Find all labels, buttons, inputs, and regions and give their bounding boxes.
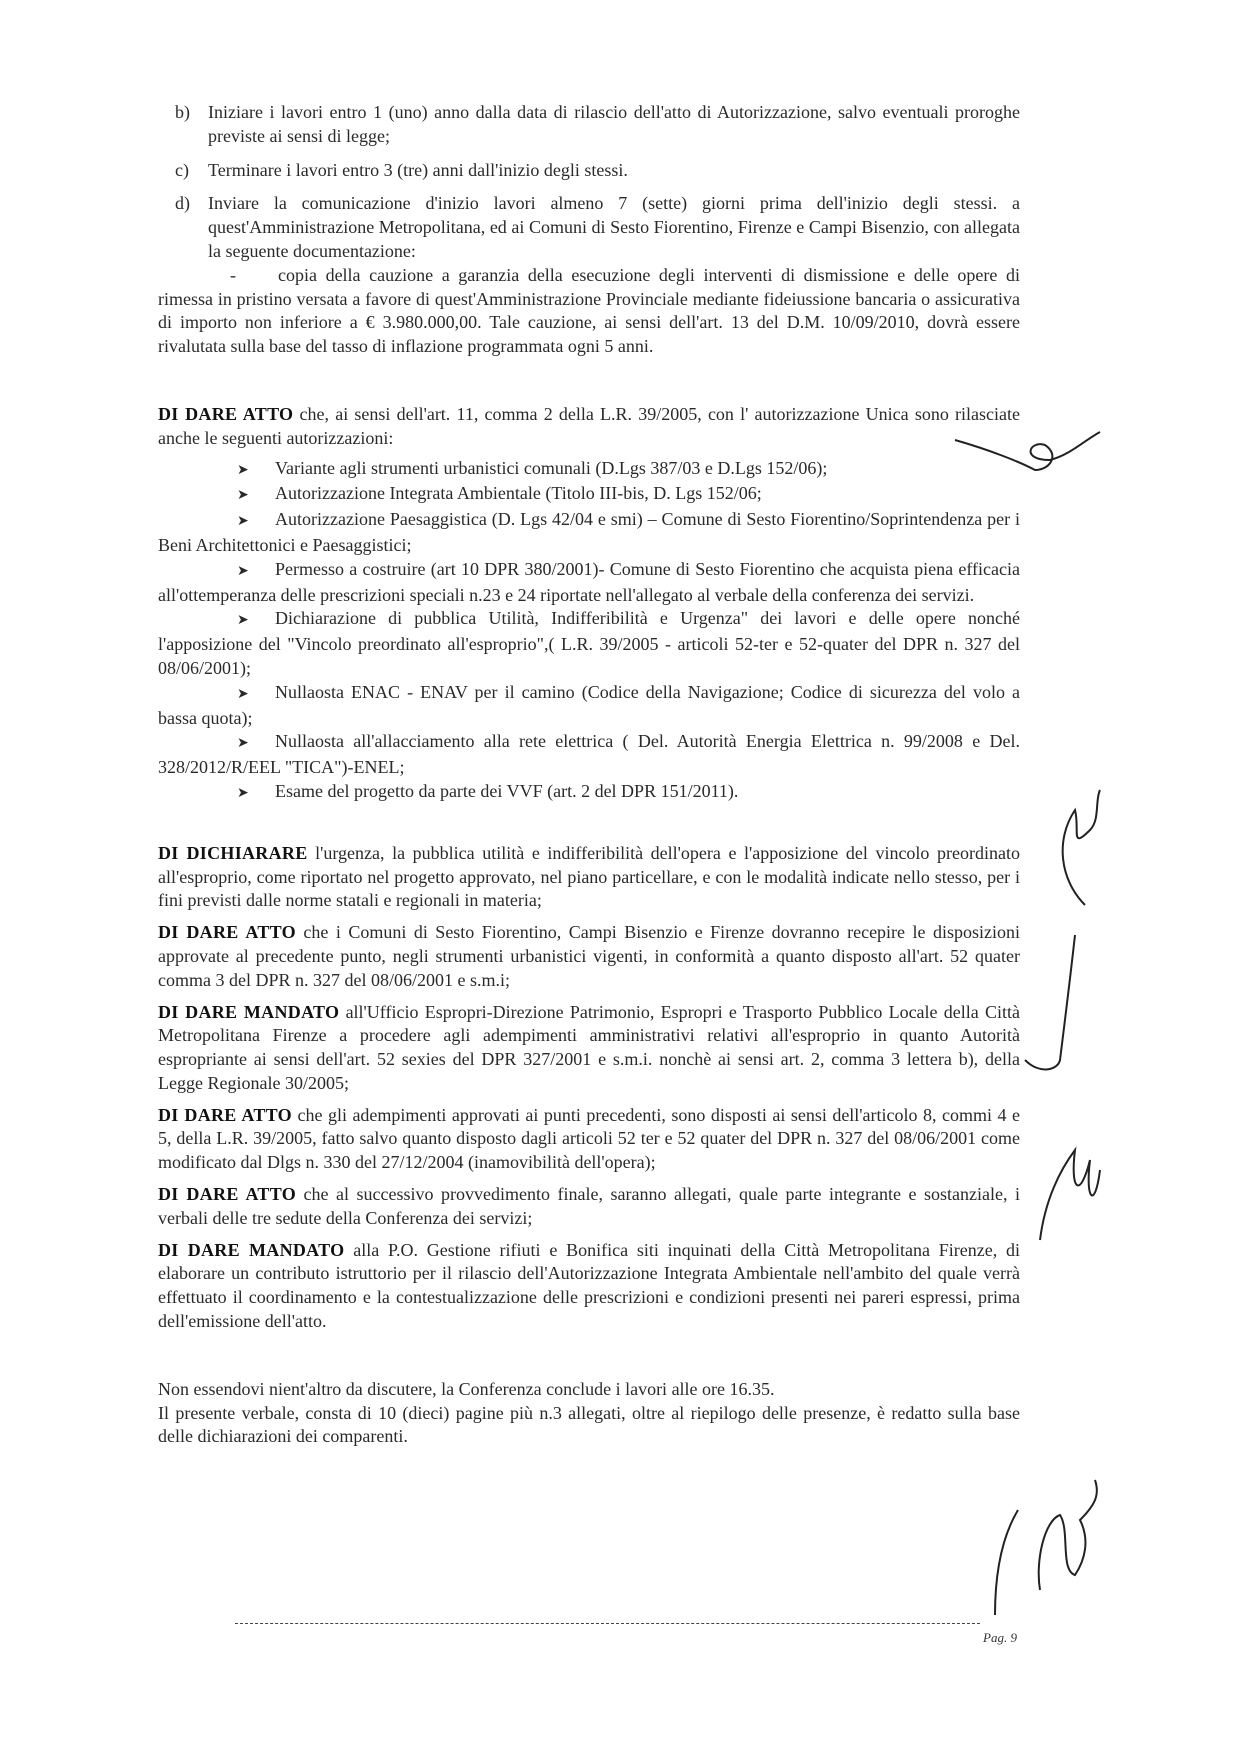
bullet-text: Autorizzazione Integrata Ambientale (Titolo III-bis, D. Lgs 152/06;	[275, 483, 762, 504]
item-text: Iniziare i lavori entro 1 (uno) anno dalla data di rilascio dell'atto di Autorizzazione, salvo eventuali proroghe previste ai sensi di legge;	[208, 102, 1020, 146]
resolution-paragraph	[158, 1104, 1020, 1175]
page-number: Pag. 9	[983, 1630, 1017, 1645]
list-item	[158, 681, 1020, 731]
arrow-bullet-icon: ➤	[237, 563, 249, 579]
list-item	[158, 780, 1020, 806]
paragraph-lead: DI DARE ATTO	[158, 403, 294, 424]
arrow-bullet-icon: ➤	[237, 613, 249, 629]
signature-5	[995, 1510, 1018, 1615]
bullet-text: Nullaosta ENAC - ENAV per il camino (Codice della Navigazione; Codice di sicurezza del volo a bassa quota);	[158, 681, 1020, 728]
resolution-paragraph	[158, 1001, 1020, 1096]
item-label: d)	[175, 193, 190, 214]
signature-6	[1039, 1480, 1097, 1590]
resolution-paragraph	[158, 842, 1020, 913]
dash-text: copia della cauzione a garanzia della esecuzione degli interventi di dismissione e delle opere di rimessa in pristino versata a favore di quest'Amministrazione Provinciale mediante fideiussione bancaria o assicurativa di importo non inferiore a € 3.980.000,00. Tale cauzione, ai sensi dell'art. 13 del D.M. 10/09/2010, dovrà essere rivalutata sulla base del tasso di inflazione programmata ogni 5 anni.	[158, 264, 1020, 357]
paragraph-text: che i Comuni di Sesto Fiorentino, Campi Bisenzio e Firenze dovranno recepire le disposizioni approvate al precedente punto, negli strumenti urbanistici vigenti, in conformità a quanto disposto all'art. 52 quater comma 3 del DPR n. 327 del 08/06/2001 e s.m.i;	[158, 922, 1020, 990]
paragraph-lead: DI DICHIARARE	[158, 842, 308, 863]
paragraph-dare-atto-1	[158, 403, 1020, 451]
authorization-list	[158, 457, 1020, 806]
document-body	[158, 101, 1020, 1449]
paragraph-text: alla P.O. Gestione rifiuti e Bonifica siti inquinati della Città Metropolitana Firenze, di elaborare un contributo istruttorio per il rilascio dell'Autorizzazione Integrata Ambientale nell'ambito del quale verrà effettuato il coordinamento e la contestualizzazione delle prescrizioni e condizioni presenti nei pareri espressi, prima dell'emissione dell'atto.	[158, 1239, 1020, 1332]
arrow-bullet-icon: ➤	[237, 785, 249, 801]
list-item	[158, 482, 1020, 508]
resolution-paragraph	[158, 921, 1020, 992]
closing-line-2: Il presente verbale, consta di 10 (dieci) pagine più n.3 allegati, oltre al riepilogo delle presenze, è redatto sulla base delle dichiarazioni dei comparenti.	[158, 1402, 1020, 1447]
bullet-text: Autorizzazione Paesaggistica (D. Lgs 42/04 e smi) – Comune di Sesto Fiorentino/Soprintendenza per i Beni Architettonici e Paesaggistici;	[158, 509, 1020, 555]
bullet-text: Permesso a costruire (art 10 DPR 380/2001)- Comune di Sesto Fiorentino che acquista piena efficacia all'ottemperanza delle prescrizioni speciali n.23 e 24 riportate nell'allegato al verbale della conferenza dei servizi.	[158, 558, 1020, 605]
paragraph-lead: DI DARE ATTO	[158, 922, 296, 943]
dash-marker: -	[230, 264, 236, 285]
paragraph-lead: DI DARE ATTO	[158, 1104, 292, 1125]
arrow-bullet-icon: ➤	[237, 488, 249, 504]
arrow-bullet-icon: ➤	[237, 514, 249, 530]
footer-divider	[235, 1623, 980, 1624]
paragraph-lead: DI DARE MANDATO	[158, 1239, 345, 1260]
bullet-text: Dichiarazione di pubblica Utilità, Indifferibilità e Urgenza" dei lavori e delle opere nonché l'apposizione del "Vincolo preordinato all'esproprio",( L.R. 39/2005 - articoli 52-ter e 52-quater del DPR n. 327 del 08/06/2001);	[158, 608, 1020, 678]
list-item	[158, 508, 1020, 558]
resolution-paragraph	[158, 1183, 1020, 1231]
item-text: Inviare la comunicazione d'inizio lavori almeno 7 (sette) giorni prima dell'inizio degli stessi. a quest'Amministrazione Metropolitana, ed ai Comuni di Sesto Fiorentino, Firenze e Campi Bisenzio, con allegata la seguente documentazione:	[208, 193, 1020, 261]
signature-3	[1025, 935, 1075, 1069]
resolutions	[158, 842, 1020, 1334]
paragraph-lead: DI DARE ATTO	[158, 1184, 297, 1205]
list-item-d	[158, 192, 1020, 263]
bullet-text: Nullaosta all'allacciamento alla rete elettrica ( Del. Autorità Energia Elettrica n. 99/2008 e Del. 328/2012/R/EEL "TICA")-ENEL;	[158, 731, 1020, 778]
paragraph-lead: DI DARE MANDATO	[158, 1001, 340, 1022]
closing-line-1: Non essendovi nient'altro da discutere, la Conferenza conclude i lavori alle ore 16.35.	[158, 1378, 775, 1399]
list-item-c	[158, 159, 1020, 183]
arrow-bullet-icon: ➤	[237, 686, 249, 702]
signature-2	[1063, 790, 1100, 905]
list-item-b	[158, 101, 1020, 149]
paragraph-text: all'Ufficio Espropri-Direzione Patrimonio, Espropri e Trasporto Pubblico Locale della Città Metropolitana Firenze a procedere agli adempimenti amministrativi relativi all'esproprio in quanto Autorità espropriante ai sensi dell'art. 52 sexies del DPR 327/2001 e s.m.i. nonchè ai sensi art. 2, comma 3 lettera b), della Legge Regionale 30/2005;	[158, 1001, 1020, 1093]
item-label: c)	[175, 159, 189, 180]
paragraph-text: che gli adempimenti approvati ai punti precedenti, sono disposti ai sensi dell'articolo 8, commi 4 e 5, della L.R. 39/2005, fatto salvo quanto disposto dagli articoli 52 ter e 52 quater del DPR n. 327 del 08/06/2001 come modificato dal Dlgs n. 330 del 27/12/2004 (inamovibilità dell'opera);	[158, 1104, 1020, 1173]
bullet-text: Esame del progetto da parte dei VVF (art. 2 del DPR 151/2011).	[275, 780, 739, 801]
item-text: Terminare i lavori entro 3 (tre) anni dall'inizio degli stessi.	[208, 159, 628, 180]
paragraph-text: che, ai sensi dell'art. 11, comma 2 della L.R. 39/2005, con l' autorizzazione Unica sono rilasciate anche le seguenti autorizzazioni:	[158, 403, 1021, 448]
dash-item	[158, 264, 1020, 359]
paragraph-text: che al successivo provvedimento finale, saranno allegati, quale parte integrante e sostanziale, i verbali delle tre sedute della Conferenza dei servizi;	[158, 1184, 1021, 1228]
list-item	[158, 730, 1020, 780]
bullet-text: Variante agli strumenti urbanistici comunali (D.Lgs 387/03 e D.Lgs 152/06);	[275, 457, 828, 478]
list-item	[158, 607, 1020, 680]
arrow-bullet-icon: ➤	[237, 462, 249, 478]
signature-4	[1040, 1150, 1100, 1240]
list-item	[158, 558, 1020, 608]
arrow-bullet-icon: ➤	[237, 736, 249, 752]
list-item	[158, 457, 1020, 483]
item-label: b)	[175, 102, 190, 122]
resolution-paragraph	[158, 1239, 1020, 1334]
paragraph-text: l'urgenza, la pubblica utilità e indifferibilità dell'opera e l'apposizione del vincolo preordinato all'esproprio, come riportato nel progetto approvato, nel piano particellare, e con le modalità indicate nello stesso, per i fini previsti dalle norme statali e regionali in materia;	[158, 842, 1020, 911]
